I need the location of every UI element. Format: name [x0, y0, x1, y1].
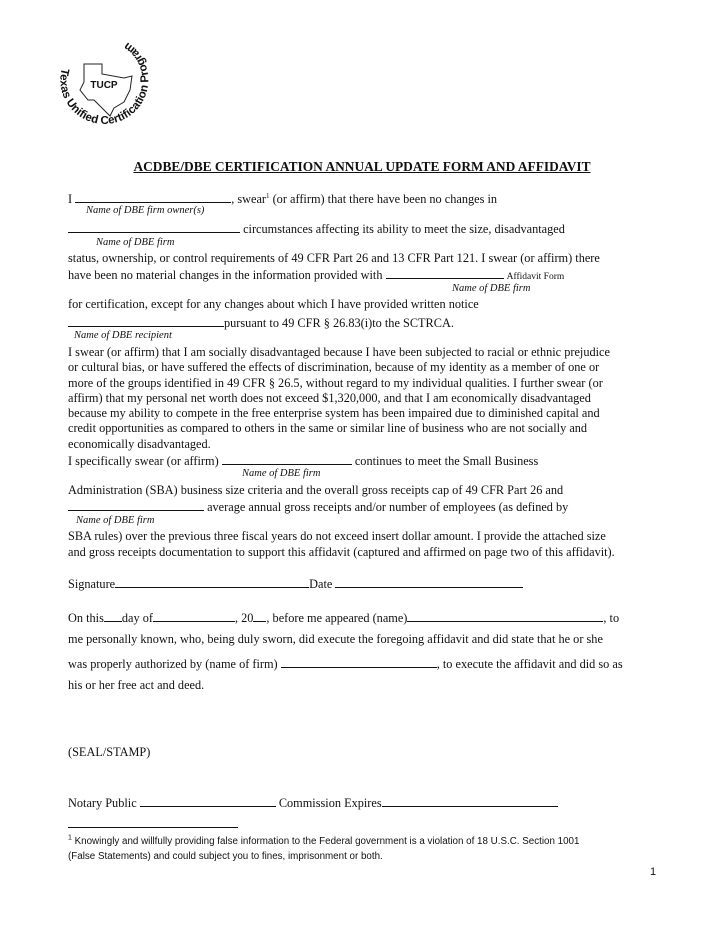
authorizing-firm-blank[interactable] — [281, 655, 437, 668]
firm-name-blank-1[interactable] — [68, 220, 240, 233]
notary-line3: was properly authorized by (name of firm) , to execute the affidavit and did so as — [68, 657, 623, 671]
notary-row: Notary Public Commission Expires — [68, 794, 558, 811]
para3-line4: SBA rules) over the previous three fiscal years do not exceed insert dollar amount. I provide the attached size — [68, 529, 606, 543]
para2-line: economically disadvantaged. — [68, 437, 211, 451]
signature-row: Signature Date — [68, 575, 523, 592]
para2-line: affirm) that my personal net worth does not exceed $1,320,000, and that I am economically disadvantaged — [68, 391, 591, 405]
seal-stamp-label: (SEAL/STAMP) — [68, 745, 151, 759]
date-field[interactable] — [335, 575, 523, 588]
firm-name-blank-2[interactable] — [386, 266, 504, 279]
owner-name-blank[interactable] — [75, 190, 231, 203]
para1-line1: I , swear$^1$ (or affirm) that there have been no changes in — [68, 191, 498, 206]
notary-public-field[interactable] — [140, 794, 276, 807]
para2-line: more of the groups identified in 49 CFR § 26.5, without regard to my individual qualities. I further swear (or — [68, 376, 603, 390]
page-number: 1 — [650, 866, 657, 878]
commission-expires-field[interactable] — [382, 794, 558, 807]
caption-firm-2: Name of DBE firm — [452, 283, 531, 294]
caption-firm-4: Name of DBE firm — [76, 515, 155, 526]
month-blank[interactable] — [153, 609, 235, 622]
appeared-name-blank[interactable] — [407, 609, 603, 622]
para3-line2: Administration (SBA) business size criteria and the overall gross receipts cap of 49 CFR Part 26 and — [68, 483, 564, 497]
tucp-logo — [44, 16, 164, 146]
para1-line6: pursuant to 49 CFR § 26.83(i)to the SCTRCA. — [68, 314, 454, 331]
firm-name-blank-3[interactable] — [222, 452, 352, 465]
caption-recipient: Name of DBE recipient — [74, 330, 172, 341]
para1-line5: for certification, except for any changes about which I have provided written notice — [68, 297, 479, 311]
caption-owner: Name of DBE firm owner(s) — [86, 205, 205, 216]
para3-line3: average annual gross receipts and/or number of employees (as defined by — [68, 498, 568, 515]
page-title: ACDBE/DBE CERTIFICATION ANNUAL UPDATE FORM AND AFFIDAVIT — [133, 159, 591, 174]
notary-line4: his or her free act and deed. — [68, 678, 205, 692]
logo-arc-text: Texas Unified Certification Program — [57, 39, 152, 128]
para1-line3: status, ownership, or control requirements of 49 CFR Part 26 and 13 CFR Part 121. I swear (or affirm) there — [68, 251, 600, 265]
firm-name-blank-4[interactable] — [68, 498, 204, 511]
logo-center-text: TUCP — [90, 80, 118, 91]
footnote-line1: $^1$ Knowingly and willfully providing false information to the Federal government is a violation of 18 U.S.C. Section 1001 — [68, 834, 580, 847]
year-blank[interactable] — [253, 609, 266, 622]
day-blank[interactable] — [104, 609, 122, 622]
footnote-divider — [68, 827, 238, 828]
notary-line1: On this day of , 20 , before me appeared (name) , to — [68, 611, 620, 625]
signature-field[interactable] — [115, 575, 309, 588]
para1-line2: circumstances affecting its ability to meet the size, disadvantaged — [68, 220, 565, 237]
para2-line: or cultural bias, or have suffered the effects of discrimination, because of my identity as a member of one or — [68, 360, 600, 374]
para2-line: credit opportunities as compared to others in the same or similar line of business who are not socially and — [68, 421, 588, 435]
para2-line: I swear (or affirm) that I am socially disadvantaged because I have been subjected to racial or ethnic prejudice — [68, 345, 610, 359]
recipient-name-blank[interactable] — [68, 314, 224, 327]
footnote-line2: (False Statements) and could subject you to fines, imprisonment or both. — [68, 851, 383, 862]
para2-line: because my ability to compete in the free enterprise system has been impaired due to diminished capital and — [68, 406, 600, 420]
para1-line4: have been no material changes in the information provided with Affidavit Form — [68, 268, 565, 282]
caption-firm-1: Name of DBE firm — [96, 237, 175, 248]
caption-firm-3: Name of DBE firm — [242, 468, 321, 479]
para3-line5: and gross receipts documentation to support this affidavit (captured and affirmed on page two of this affidavit). — [68, 545, 615, 559]
para3-line1: I specifically swear (or affirm) continues to meet the Small Business — [68, 454, 539, 468]
notary-line2: me personally known, who, being duly sworn, did execute the foregoing affidavit and did state that he or she — [68, 632, 603, 646]
